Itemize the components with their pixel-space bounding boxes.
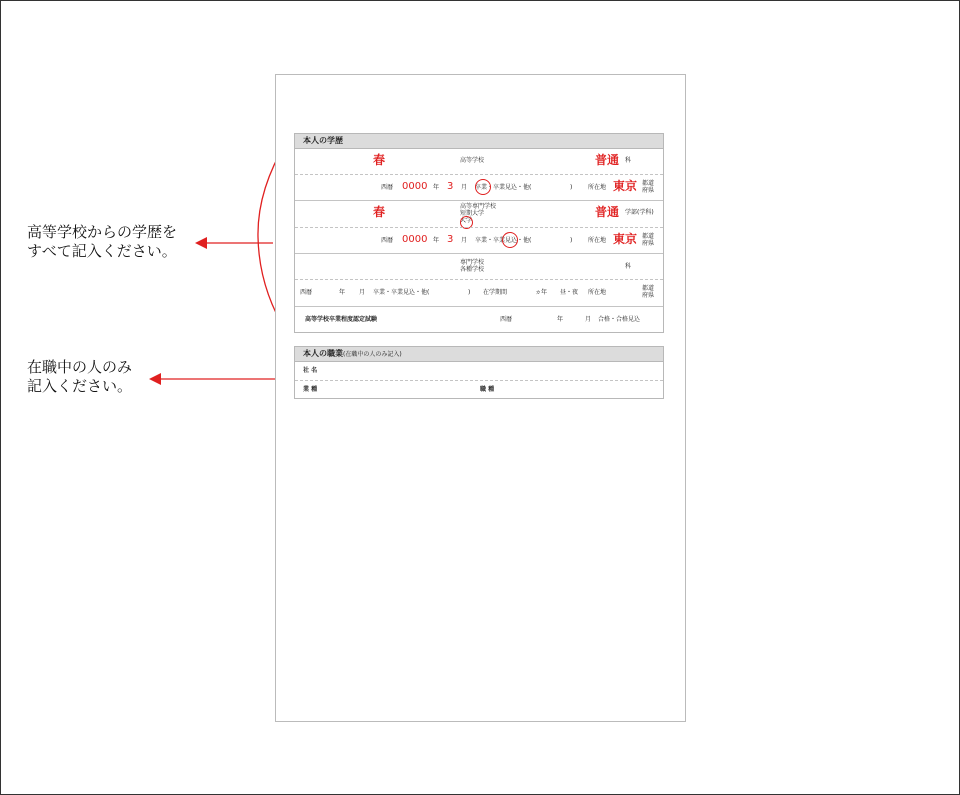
row1-pref-suffix: 都道 府県: [642, 180, 655, 194]
row4-month-unit: 月: [585, 316, 592, 323]
row2-month-unit: 月: [461, 237, 468, 244]
row3-location-label: 所在地: [588, 289, 607, 296]
company-divider: [295, 380, 663, 381]
employment-header: [295, 347, 663, 362]
row3-paren-close: ): [468, 289, 471, 296]
employment-note-line1: 在職中の人のみ: [27, 358, 133, 376]
row3-divider: [295, 279, 663, 280]
row3-course-suffix: 科: [625, 263, 632, 270]
row3-day-night: 昼・夜: [560, 289, 579, 296]
row2-name: 春: [373, 205, 386, 219]
row1-month: 3: [447, 181, 454, 192]
row1-divider: [295, 174, 663, 175]
row1-location: 東京: [613, 179, 638, 193]
row3-period-label: 在学期間: [483, 289, 508, 296]
row2-course: 普通: [595, 205, 620, 219]
row4-era: 西暦: [500, 316, 513, 323]
education-arrow-head: [195, 237, 207, 249]
row2-month: 3: [447, 234, 454, 245]
row3-bottom-line: [295, 306, 663, 307]
row1-bottom-line: [295, 200, 663, 201]
row2-era: 西暦: [381, 237, 394, 244]
row3-pref-suffix: 都道 府県: [642, 285, 655, 299]
row3-era: 西暦: [300, 289, 313, 296]
education-note-line1: 高等学校からの学歴を: [27, 223, 178, 241]
row2-location-label: 所在地: [588, 237, 607, 244]
row3-month-unit: 月: [359, 289, 366, 296]
education-section: [294, 133, 664, 333]
row1-year-unit: 年: [433, 184, 440, 191]
row4-result: 合格・合格見込: [598, 316, 641, 323]
employment-arrow-head: [149, 373, 161, 385]
employment-note-line2: 記入ください。: [27, 377, 133, 395]
row2-bottom-line: [295, 253, 663, 254]
row3-status-options: 卒業・卒業見込・他(: [373, 289, 430, 296]
row1-paren-close: ): [570, 184, 573, 191]
row3-year-unit: 年: [339, 289, 346, 296]
row2-location: 東京: [613, 232, 638, 246]
row2-course-suffix: 学部(学科): [625, 209, 654, 216]
row2-year-unit: 年: [433, 237, 440, 244]
row2-school-types: 高等専門学校 短期大学 大学: [460, 203, 497, 224]
row2-pref-suffix: 都道 府県: [642, 233, 655, 247]
row1-graduated-circle: [475, 179, 491, 195]
row1-year: 0000: [402, 181, 428, 192]
row2-status-options: 卒業・卒業見込・他(: [475, 237, 532, 244]
row1-name: 春: [373, 153, 386, 167]
row1-course: 普通: [595, 153, 620, 167]
employment-header-title: 本人の職業: [303, 349, 343, 358]
employment-section: [294, 346, 664, 399]
row1-era: 西暦: [381, 184, 394, 191]
employment-header-note: (在職中の人のみ記入): [343, 351, 402, 358]
document-sheet: [275, 74, 686, 722]
education-header: 本人の学歴: [295, 134, 663, 149]
row2-divider: [295, 227, 663, 228]
company-label: 社 名: [303, 367, 318, 374]
row2-paren-close: ): [570, 237, 573, 244]
row1-status-options: 卒業・卒業見込・他(: [475, 184, 532, 191]
row1-location-label: 所在地: [588, 184, 607, 191]
row1-month-unit: 月: [461, 184, 468, 191]
row4-exam: 高等学校卒業程度認定試験: [305, 316, 378, 323]
row3-period-unit: ヵ年: [535, 289, 548, 296]
row2-expected-circle: [502, 232, 518, 248]
occupation-label: 職 種: [480, 386, 495, 393]
row4-year-unit: 年: [557, 316, 564, 323]
row3-school-types: 専門学校 各種学校: [460, 259, 485, 273]
row1-school-type: 高等学校: [460, 157, 485, 164]
industry-label: 業 種: [303, 386, 318, 393]
education-note-line2: すべて記入ください。: [27, 242, 177, 260]
row2-year: 0000: [402, 234, 428, 245]
row1-course-suffix: 科: [625, 157, 632, 164]
